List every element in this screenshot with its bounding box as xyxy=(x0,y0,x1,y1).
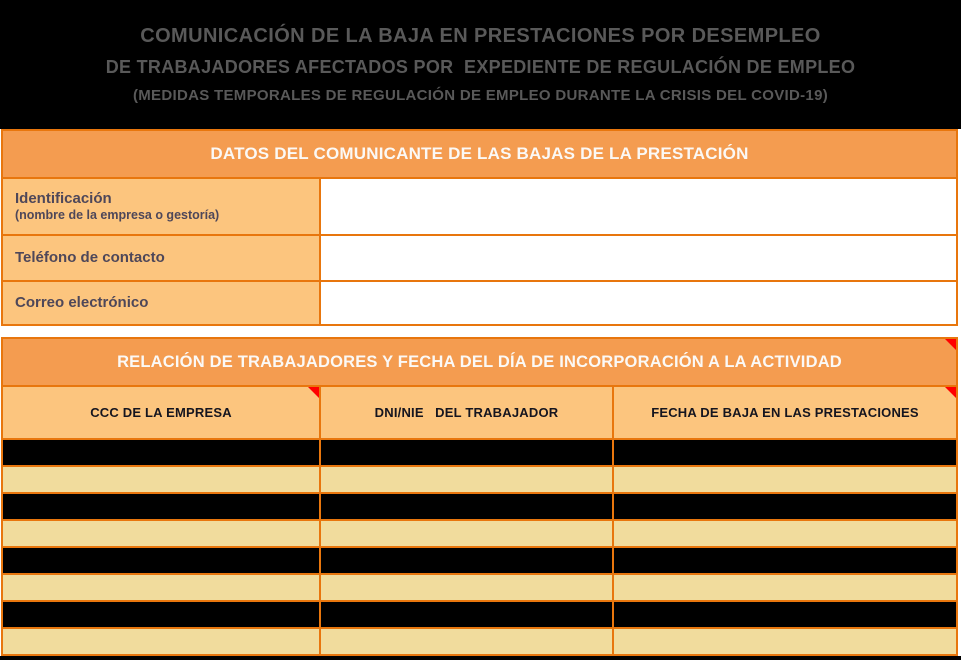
worker-cell-dni[interactable] xyxy=(321,629,614,654)
communicant-section-header: DATOS DEL COMUNICANTE DE LAS BAJAS DE LA PRESTACIÓN xyxy=(3,131,956,177)
form-title-line3: (MEDIDAS TEMPORALES DE REGULACIÓN DE EMPLEO DURANTE LA CRISIS DEL COVID-19) xyxy=(132,87,829,104)
email-input[interactable] xyxy=(321,282,956,324)
worker-cell-dni[interactable] xyxy=(321,548,614,573)
table-row xyxy=(3,492,956,519)
email-label: Correo electrónico xyxy=(15,293,149,311)
table-row xyxy=(3,438,956,465)
email-row xyxy=(3,280,956,324)
worker-cell-fecha[interactable] xyxy=(614,548,956,573)
worker-cell-dni[interactable] xyxy=(321,440,614,465)
worker-cell-fecha[interactable] xyxy=(614,629,956,654)
column-header-ccc: CCC DE LA EMPRESA xyxy=(3,387,321,438)
phone-label: Teléfono de contacto xyxy=(15,248,165,266)
worker-cell-ccc[interactable] xyxy=(3,575,321,600)
workers-section xyxy=(1,337,958,656)
form-title-band xyxy=(0,0,961,129)
table-row xyxy=(3,546,956,573)
worker-rows xyxy=(3,438,956,654)
worker-cell-dni[interactable] xyxy=(321,575,614,600)
table-row xyxy=(3,627,956,654)
section-gap xyxy=(0,326,961,337)
identification-sublabel: (nombre de la empresa o gestoría) xyxy=(15,208,220,223)
identification-label-cell xyxy=(3,179,321,234)
worker-cell-fecha[interactable] xyxy=(614,467,956,492)
worker-cell-fecha[interactable] xyxy=(614,602,956,627)
phone-row xyxy=(3,234,956,280)
form-title-line1: COMUNICACIÓN DE LA BAJA EN PRESTACIONES POR DESEMPLEO xyxy=(140,25,821,47)
worker-cell-dni[interactable] xyxy=(321,467,614,492)
worker-cell-ccc[interactable] xyxy=(3,494,321,519)
comment-indicator-icon xyxy=(945,387,956,398)
worker-cell-dni[interactable] xyxy=(321,602,614,627)
worker-cell-dni[interactable] xyxy=(321,521,614,546)
worker-cell-fecha[interactable] xyxy=(614,494,956,519)
worker-cell-fecha[interactable] xyxy=(614,440,956,465)
worker-cell-ccc[interactable] xyxy=(3,467,321,492)
communicant-section xyxy=(1,129,958,326)
worker-cell-ccc[interactable] xyxy=(3,602,321,627)
workers-table-header-row xyxy=(3,385,956,438)
worker-cell-fecha[interactable] xyxy=(614,521,956,546)
worker-cell-ccc[interactable] xyxy=(3,548,321,573)
table-row xyxy=(3,600,956,627)
comment-indicator-icon xyxy=(945,339,956,350)
worker-cell-ccc[interactable] xyxy=(3,440,321,465)
form-title-line2: DE TRABAJADORES AFECTADOS POR EXPEDIENTE DE REGULACIÓN DE EMPLEO xyxy=(105,57,856,77)
email-label-cell xyxy=(3,282,321,324)
worker-cell-dni[interactable] xyxy=(321,494,614,519)
worker-cell-ccc[interactable] xyxy=(3,521,321,546)
phone-input[interactable] xyxy=(321,236,956,280)
column-header-fecha: FECHA DE BAJA EN LAS PRESTACIONES xyxy=(614,387,956,438)
table-row xyxy=(3,465,956,492)
worker-cell-fecha[interactable] xyxy=(614,575,956,600)
identification-input[interactable] xyxy=(321,179,956,234)
table-row xyxy=(3,519,956,546)
column-header-dni: DNI/NIE DEL TRABAJADOR xyxy=(321,387,614,438)
bottom-edge-strip xyxy=(0,656,961,660)
identification-label: Identificación xyxy=(15,189,112,207)
identification-row xyxy=(3,177,956,234)
phone-label-cell xyxy=(3,236,321,280)
worker-cell-ccc[interactable] xyxy=(3,629,321,654)
table-row xyxy=(3,573,956,600)
workers-section-header-text: RELACIÓN DE TRABAJADORES Y FECHA DEL DÍA DE INCORPORACIÓN A LA ACTIVIDAD xyxy=(117,352,842,371)
comment-indicator-icon xyxy=(308,387,319,398)
workers-section-header xyxy=(3,339,956,385)
